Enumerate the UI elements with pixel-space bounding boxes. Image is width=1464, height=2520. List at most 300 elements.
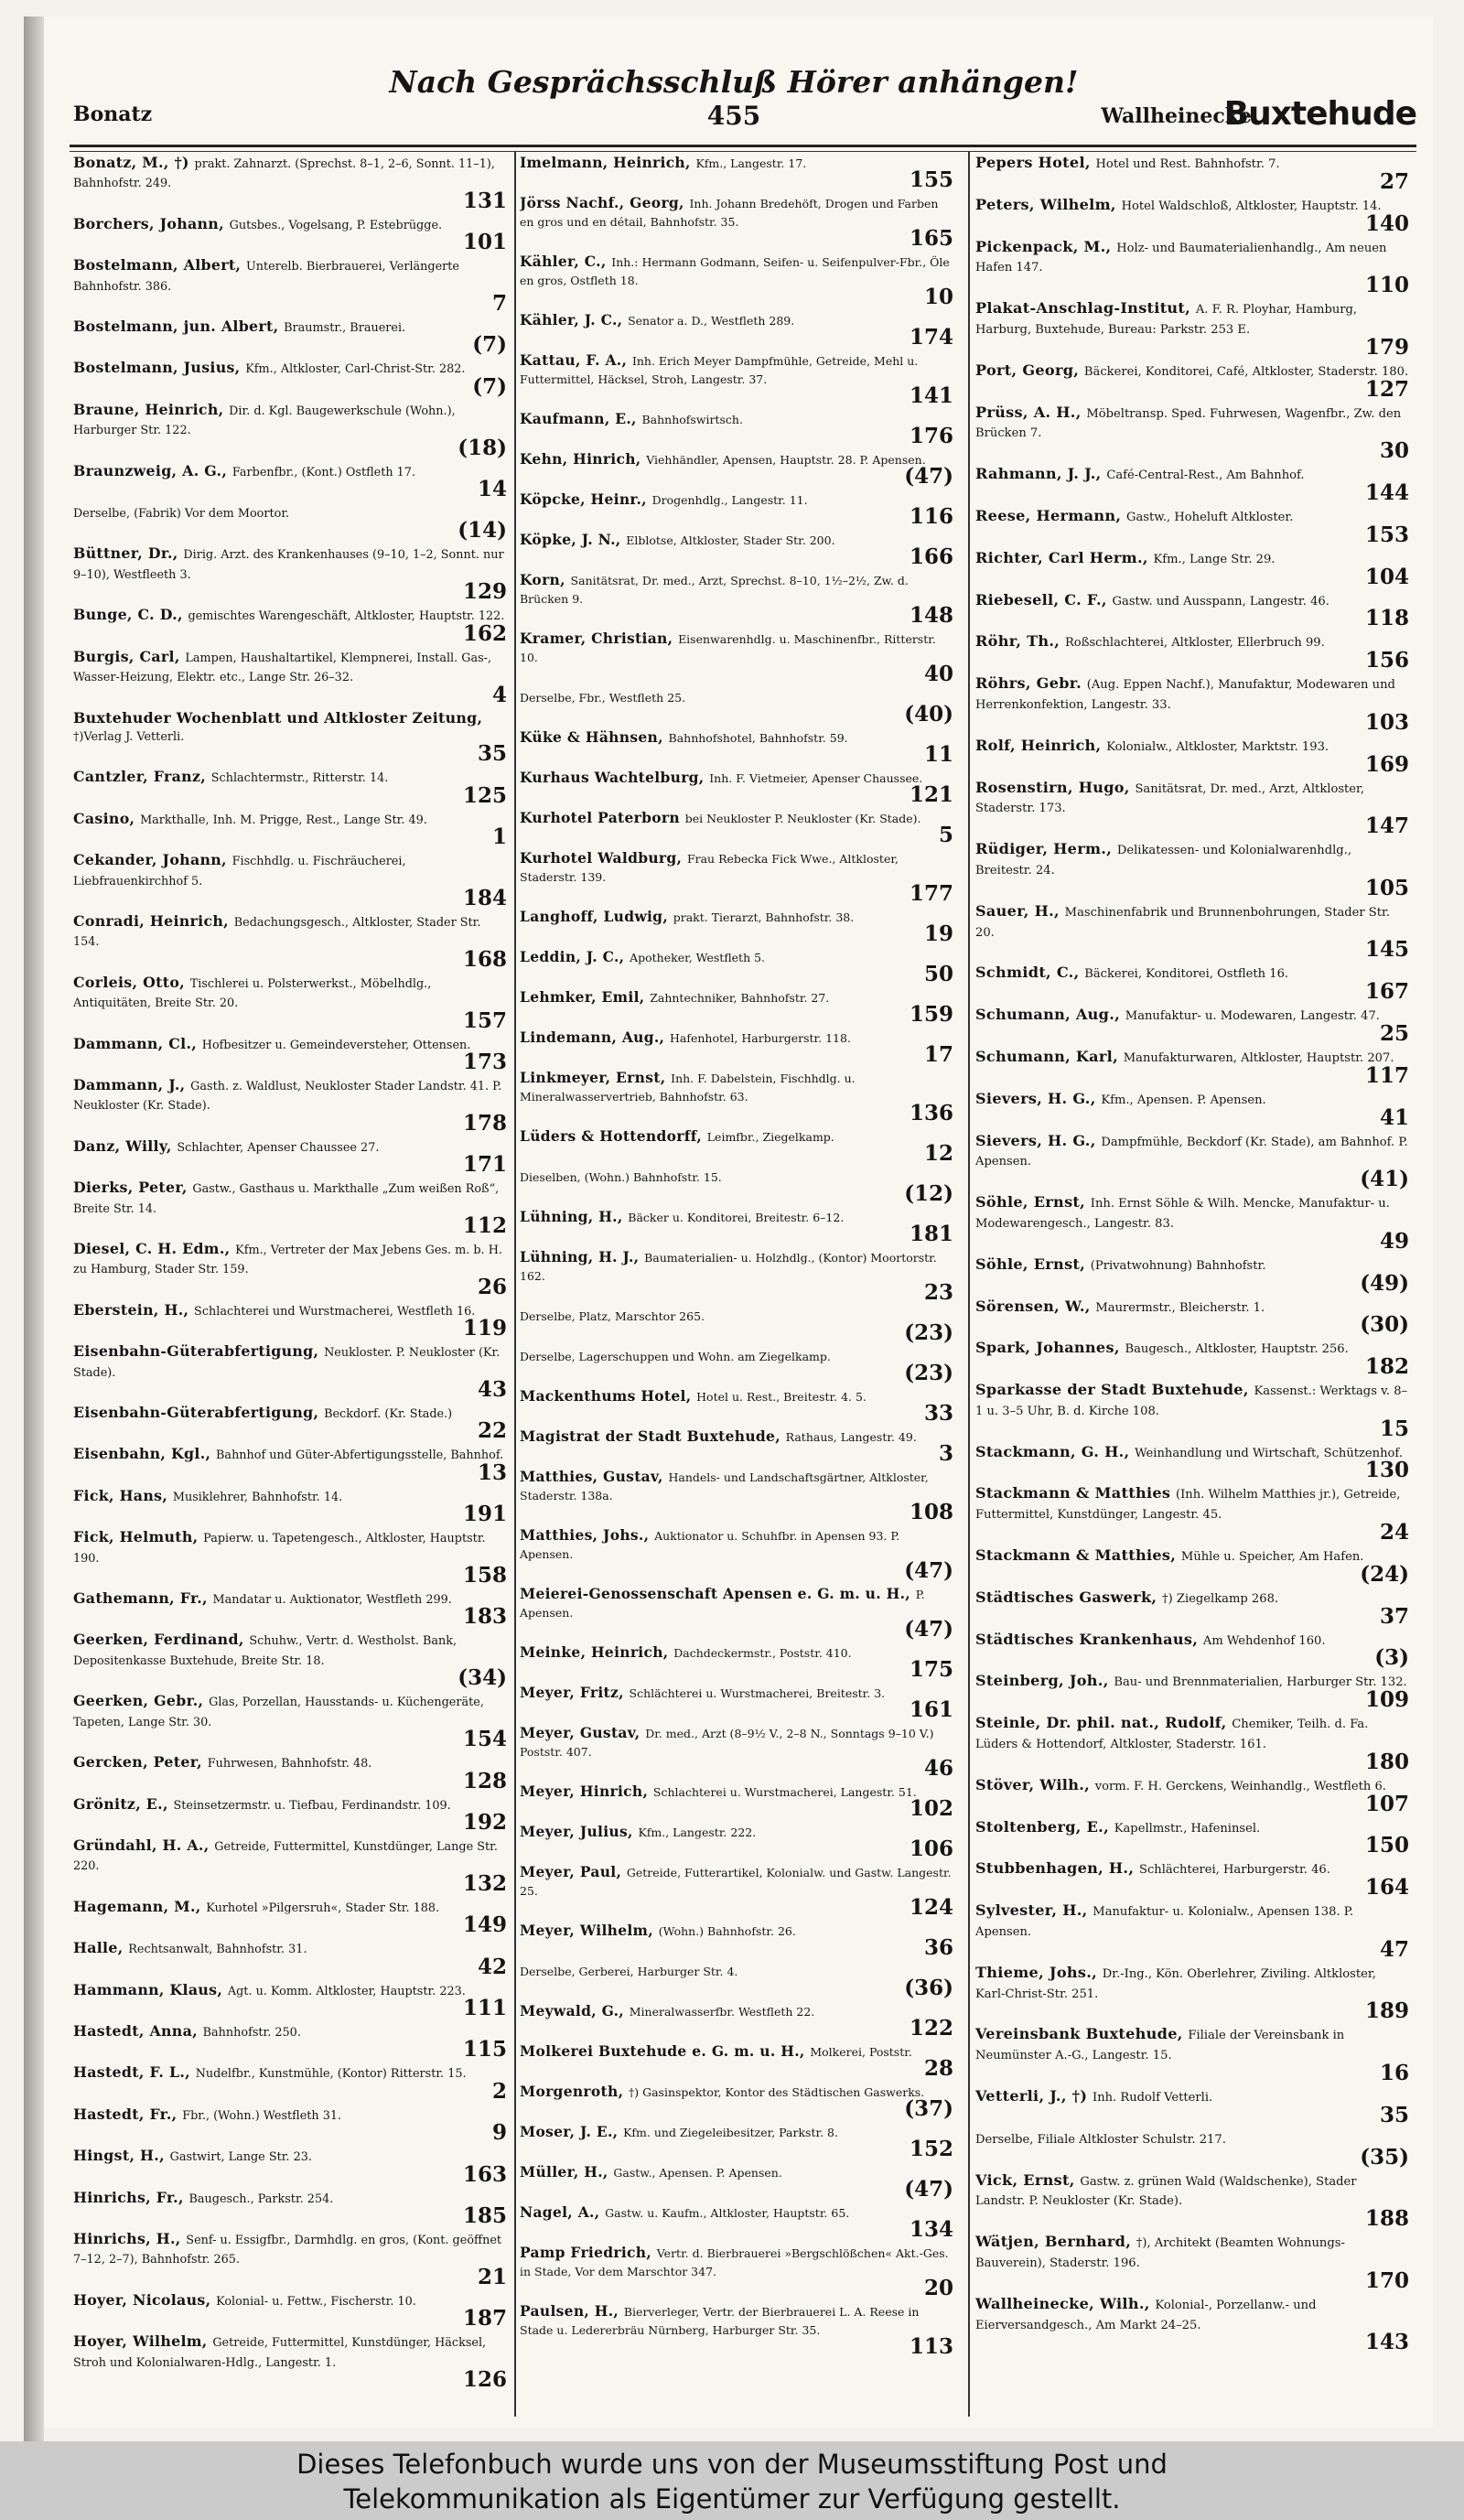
directory-entry (520, 1387, 957, 1424)
directory-entry (73, 1795, 511, 1833)
entry-details: Molkerei, Poststr. (810, 2045, 912, 2059)
phone-number: 154 (462, 1727, 507, 1752)
entry-details: prakt. Zahnarzt. (Sprechst. 8–1, 2–6, Sonnt. 11–1), Bahnhofstr. 249. (73, 157, 495, 191)
entry-name: Borchers, Johann, (73, 214, 224, 232)
entry-name: Buxtehuder Wochenblatt und Altkloster Zeitung, (73, 708, 483, 727)
entry-details: Derselbe, Lagerschuppen und Wohn. am Ziegelkamp. (520, 1350, 831, 1363)
directory-entry (975, 1132, 1413, 1190)
entry-details: Dampfmühle, Beckdorf (Kr. Stade), am Bahnhof. P. Apensen. (975, 1135, 1408, 1169)
directory-entry (520, 253, 957, 307)
entry-name: Braunzweig, A. G., (73, 461, 228, 479)
entry-name: Schumann, Karl, (975, 1047, 1118, 1065)
phone-number: (47) (904, 464, 953, 489)
directory-entry (73, 1035, 511, 1072)
phone-number: 171 (462, 1152, 507, 1178)
phone-number: (40) (904, 702, 953, 727)
entry-details: Kurhotel »Pilgersruh«, Stader Str. 188. (206, 1901, 440, 1915)
phone-number: 109 (1364, 1687, 1409, 1713)
entry-details: Inh. F. Dabelstein, Fischhdlg. u. Mineralwasservertrieb, Bahnhofstr. 63. (520, 1072, 856, 1104)
entry-details: Baumaterialien- u. Holzhdlg., (Kontor) Moortorstr. 162. (520, 1251, 937, 1283)
phone-number: (47) (904, 1558, 953, 1583)
phone-number: 110 (1364, 273, 1409, 298)
directory-entry (520, 2042, 957, 2079)
directory-entry (73, 912, 511, 970)
entry-name: Meinke, Heinrich, (520, 1643, 669, 1661)
entry-details: Sanitätsrat, Dr. med., Arzt, Sprechst. 8–10, 1½–2½, Zw. d. Brücken 9. (520, 574, 909, 606)
phone-number: 112 (462, 1213, 507, 1238)
directory-entry (520, 351, 957, 406)
phone-number: 42 (477, 1954, 507, 1979)
phone-number: (7) (472, 332, 507, 358)
directory-entry (975, 1484, 1413, 1543)
phone-number: 13 (477, 1459, 507, 1485)
entry-details: Dir. d. Kgl. Baugewerkschule (Wohn.), Harburger Str. 122. (73, 404, 456, 438)
phone-number: 36 (923, 1935, 953, 1960)
directory-entry (975, 1631, 1413, 1669)
entry-details: Manufaktur- u. Kolonialw., Apensen 138. P. Apensen. (975, 1905, 1354, 1940)
entry-name: Hagemann, M., (73, 1897, 201, 1915)
entry-details: Möbeltransp. Sped. Fuhrwesen, Wagenfbr., Zw. den Brücken 7. (975, 406, 1402, 441)
directory-entry (73, 1179, 511, 1236)
entry-details: Braumstr., Brauerei. (284, 321, 406, 336)
directory-entry (73, 359, 511, 399)
entry-details: Inh. Erich Meyer Dampfmühle, Getreide, Mehl u. Futtermittel, Häcksel, Stroh, Langestr. 37. (520, 354, 919, 386)
directory-entry (520, 1208, 957, 1244)
directory-entry (975, 2233, 1413, 2291)
header-rule (70, 145, 1416, 147)
directory-entry (520, 1526, 957, 1581)
phone-number: 159 (909, 1002, 953, 1027)
phone-number: 165 (909, 226, 953, 251)
entry-name: Vereinsbank Buxtehude, (975, 2025, 1183, 2043)
phone-number: 152 (909, 2137, 953, 2161)
directory-entry (73, 215, 511, 253)
phone-number: 173 (462, 1049, 507, 1074)
entry-details: †) Ziegelkamp 268. (1162, 1591, 1279, 1606)
phone-number: 33 (923, 1401, 953, 1426)
entry-details: Delikatessen- und Kolonialwarenhdlg., Breitestr. 24. (975, 844, 1351, 878)
entry-details: Senf- u. Essigfbr., Darmhdlg. en gros, (Kont. geöffnet 7–12, 2–7), Bahnhofstr. 265. (73, 2233, 502, 2267)
header-rule-thin (70, 151, 1416, 152)
entry-name: Kehn, Hinrich, (520, 450, 641, 468)
phone-number: 22 (477, 1418, 507, 1444)
phone-number: 168 (462, 946, 507, 972)
phone-number: 155 (909, 167, 953, 192)
entry-details: Derselbe, Platz, Marschtor 265. (520, 1309, 705, 1323)
directory-entry (520, 1127, 957, 1164)
phone-number: 169 (1364, 751, 1409, 777)
directory-entry (520, 1863, 957, 1918)
directory-entry (73, 974, 511, 1031)
phone-number: 14 (477, 477, 507, 502)
phone-number: 41 (1379, 1104, 1409, 1130)
entry-name: Kähler, J. C., (520, 311, 623, 328)
entry-details: Getreide, Futterartikel, Kolonialw. und Gastw. Langestr. 25. (520, 1866, 952, 1898)
phone-number: 192 (462, 1809, 507, 1835)
phone-number: 188 (1364, 2206, 1409, 2232)
directory-entry (975, 2171, 1413, 2230)
entry-name: Langhoff, Ludwig, (520, 908, 669, 925)
phone-number: 116 (909, 504, 953, 529)
entry-name: Molkerei Buxtehude e. G. m. u. H., (520, 2042, 805, 2060)
entry-name: Meyer, Hinrich, (520, 1782, 649, 1800)
phone-number: 126 (462, 2367, 507, 2392)
directory-column-2 (520, 154, 957, 2418)
entry-details: Schlachterei und Wurstmacherei, Westfleth 16. (194, 1304, 476, 1319)
phone-number: 113 (909, 2334, 953, 2359)
directory-entry (73, 1486, 511, 1527)
entry-name: Rüdiger, Herm., (975, 840, 1113, 858)
directory-entry (975, 404, 1413, 462)
phone-number: (23) (904, 1361, 953, 1385)
entry-details: Getreide, Futtermittel, Kunstdünger, Häcksel, Stroh und Kolonialwaren-Hdlg., Langestr. 1. (73, 2336, 487, 2370)
phone-number: 101 (462, 230, 507, 255)
phone-number: 149 (462, 1912, 507, 1938)
entry-details: Frau Rebecka Fick Wwe., Altkloster, Staderstr. 139. (520, 852, 899, 884)
phone-number: (36) (904, 1976, 953, 2000)
phone-number: (47) (904, 1617, 953, 1642)
directory-column-1 (73, 154, 511, 2418)
phone-number: 143 (1364, 2330, 1409, 2355)
phone-number: 147 (1364, 813, 1409, 839)
column-divider (514, 152, 516, 2417)
entry-details: Inh.: Hermann Godmann, Seifen- u. Seifenpulver-Fbr., Öle en gros, Ostfleth 18. (520, 255, 950, 287)
entry-name: Sauer, H., (975, 901, 1060, 920)
entry-details: Inh. Johann Bredehöft, Drogen und Farben en gros und en détail, Bahnhofstr. 35. (520, 197, 939, 229)
directory-entry (975, 840, 1413, 899)
directory-entry (73, 809, 511, 850)
phone-number: 117 (1364, 1062, 1409, 1088)
phone-number: 121 (909, 782, 953, 807)
entry-details: Drogenhdlg., Langestr. 11. (651, 493, 808, 507)
directory-entry (520, 769, 957, 805)
directory-entry (520, 948, 957, 985)
entry-name: Cantzler, Franz, (73, 768, 207, 786)
directory-column-3 (975, 154, 1413, 2418)
entry-name: Nagel, A., (520, 2203, 600, 2221)
entry-details: Kfm., Altkloster, Carl-Christ-Str. 282. (245, 362, 466, 377)
phone-number: 47 (1379, 1936, 1409, 1962)
phone-number: 10 (923, 285, 953, 309)
entry-details: Fbr., (Wohn.) Westfleth 31. (182, 2108, 342, 2123)
directory-entry (975, 507, 1413, 545)
phone-number: 15 (1379, 1416, 1409, 1441)
phone-number: 11 (923, 742, 953, 767)
entry-name: Rolf, Heinrich, (975, 736, 1102, 754)
phone-number: 175 (909, 1657, 953, 1682)
entry-name: Hinrichs, Fr., (73, 2188, 184, 2206)
entry-details: Mineralwasserfbr. Westfleth 22. (629, 2005, 815, 2019)
phone-number: 24 (1379, 1520, 1409, 1545)
phone-number: 153 (1364, 522, 1409, 547)
directory-entry (520, 1724, 957, 1779)
entry-name: Lehmker, Emil, (520, 988, 645, 1006)
entry-name: Rahmann, J. J., (975, 465, 1102, 483)
entry-details: Schlachter, Apenser Chaussee 27. (177, 1140, 380, 1155)
directory-entry (73, 318, 511, 358)
entry-details: Inh. F. Vietmeier, Apenser Chaussee. (709, 771, 923, 785)
entry-details: Rathaus, Langestr. 49. (785, 1430, 917, 1444)
entry-name: Mackenthums Hotel, (520, 1387, 692, 1405)
entry-name: Pepers Hotel, (975, 154, 1091, 171)
phone-number: (24) (1360, 1561, 1409, 1587)
entry-details: gemischtes Warengeschäft, Altkloster, Hauptstr. 122. (188, 609, 505, 624)
directory-entry (73, 1692, 511, 1750)
phone-number: 134 (909, 2217, 953, 2242)
entry-name: Jörss Nachf., Georg, (520, 194, 684, 211)
directory-entry (73, 154, 511, 211)
entry-details: Zahntechniker, Bahnhofstr. 27. (650, 991, 830, 1005)
entry-details: Inh. Ernst Söhle & Wilh. Mencke, Manufaktur- u. Modewarengesch., Langestr. 83. (975, 1197, 1390, 1231)
phone-number: 5 (938, 823, 953, 847)
entry-name: Städtisches Krankenhaus, (975, 1630, 1199, 1648)
directory-entry (73, 503, 511, 544)
entry-details: Gutsbes., Vogelsang, P. Estebrügge. (229, 218, 443, 232)
entry-name: Morgenroth, (520, 2083, 624, 2100)
entry-details: Bahnhofswirtsch. (641, 413, 743, 426)
directory-entry (975, 1546, 1413, 1585)
directory-entry (520, 531, 957, 567)
phone-number: 46 (923, 1756, 953, 1781)
phonebook-page (24, 16, 1433, 2428)
directory-entry (975, 964, 1413, 1005)
entry-details: Am Wehdenhof 160. (1202, 1633, 1326, 1648)
header-last-entry: Wallheinecke (1101, 104, 1252, 128)
entry-details: Elblotse, Altkloster, Stader Str. 200. (626, 533, 835, 547)
entry-details: Hotel u. Rest., Breitestr. 4. 5. (696, 1390, 867, 1404)
entry-details: (Inh. Wilhelm Matthies jr.), Getreide, Futtermittel, Kunstdünger, Langestr. 45. (975, 1488, 1401, 1523)
entry-name: Bonatz, M., †) (73, 154, 189, 171)
entry-name: Kramer, Christian, (520, 630, 673, 647)
entry-name: Gründahl, H. A., (73, 1836, 210, 1854)
phone-number: 140 (1364, 210, 1409, 236)
entry-details: Bierverleger, Vertr. der Bierbrauerei L. A. Reese in Stade u. Ledererbräu Nürnberg, Harburger Str. 35. (520, 2305, 920, 2337)
phone-number: 25 (1379, 1020, 1409, 1046)
phone-number: 191 (462, 1502, 507, 1527)
entry-details: Schuhw., Vertr. d. Westholst. Bank, Depositenkasse Buxtehude, Breite Str. 18. (73, 1634, 458, 1668)
phone-number: 104 (1364, 564, 1409, 589)
entry-details: Filiale der Vereinsbank in Neumünster A.-G., Langestr. 15. (975, 2029, 1345, 2063)
phone-number: 35 (477, 741, 507, 767)
entry-name: Dammann, Cl., (73, 1034, 198, 1052)
directory-entry (975, 2087, 1413, 2126)
entry-details: Bäcker u. Konditorei, Breitestr. 6–12. (628, 1211, 845, 1224)
entry-details: Mandatar u. Auktionator, Westfleth 299. (212, 1593, 452, 1608)
entry-name: Fick, Hans, (73, 1486, 168, 1504)
entry-name: Eisenbahn-Güterabfertigung, (73, 1342, 319, 1361)
directory-entry (975, 196, 1413, 234)
entry-details: Tischlerei u. Polsterwerkst., Möbelhdlg., Antiquitäten, Breite Str. 20. (73, 976, 432, 1011)
entry-details: Schlachtermstr., Ritterstr. 14. (210, 771, 389, 786)
footer-line-2: Telekommunikation als Eigentümer zur Verfügung gestellt. (343, 2483, 1121, 2515)
entry-name: Dammann, J., (73, 1075, 186, 1093)
directory-entry (520, 988, 957, 1025)
entry-details: Bau- und Brennmaterialien, Harburger Str. 132. (1114, 1675, 1407, 1690)
entry-details: Bahnhof und Güter-Abfertigungsstelle, Bahnhof. (216, 1448, 504, 1463)
entry-name: Kurhotel Paterborn (520, 809, 680, 826)
entry-details: Manufaktur- u. Modewaren, Langestr. 47. (1125, 1009, 1380, 1024)
directory-entry (520, 2163, 957, 2200)
entry-name: Burgis, Carl, (73, 647, 180, 665)
entry-name: Moser, J. E., (520, 2123, 619, 2140)
directory-entry (73, 709, 511, 765)
directory-entry (520, 2083, 957, 2119)
entry-details: Schlächterei, Harburgerstr. 46. (1138, 1863, 1330, 1878)
entry-details: Kolonialw., Altkloster, Marktstr. 193. (1106, 739, 1329, 754)
entry-details: Chemiker, Teilh. d. Fa. Lüders & Hottendorf, Altkloster, Staderstr. 161. (975, 1718, 1369, 1752)
phone-number: 119 (462, 1316, 507, 1341)
phone-number: 163 (462, 2161, 507, 2187)
directory-entry (520, 1069, 957, 1124)
directory-entry (520, 1168, 957, 1204)
entry-details: Senator a. D., Westfleth 289. (628, 314, 795, 328)
entry-name: Hastedt, Anna, (73, 2021, 198, 2040)
phone-number: 3 (938, 1441, 953, 1466)
phone-number: 21 (477, 2264, 507, 2289)
directory-entry (73, 1301, 511, 1339)
phone-number: 170 (1364, 2267, 1409, 2293)
directory-entry (73, 1076, 511, 1134)
phone-number: (23) (904, 1320, 953, 1345)
phone-number: 132 (462, 1870, 507, 1896)
entry-name: Hinrichs, H., (73, 2229, 181, 2247)
entry-name: Söhle, Ernst, (975, 1193, 1086, 1212)
entry-details: Weinhandlung und Wirtschaft, Schützenhof. (1135, 1446, 1403, 1460)
phone-number: 174 (909, 325, 953, 350)
directory-entry (520, 311, 957, 348)
entry-name: Diesel, C. H. Edm., (73, 1240, 231, 1257)
phone-number: 49 (1379, 1228, 1409, 1254)
directory-entry (520, 410, 957, 447)
entry-name: Büttner, Dr., (73, 544, 178, 563)
entry-name: Stackmann & Matthies (975, 1484, 1171, 1502)
phone-number: 16 (1379, 2061, 1409, 2086)
entry-details: Kfm., Langestr. 17. (695, 156, 807, 170)
entry-details: Manufakturwaren, Altkloster, Hauptstr. 207. (1123, 1050, 1394, 1065)
entry-name: Corleis, Otto, (73, 973, 185, 991)
entry-name: Eisenbahn, Kgl., (73, 1445, 211, 1463)
directory-entry (975, 1964, 1413, 2022)
directory-entry (975, 1298, 1413, 1336)
entry-name: Spark, Johannes, (975, 1339, 1120, 1357)
entry-name: Cekander, Johann, (73, 851, 227, 869)
phone-number: 162 (462, 620, 507, 646)
entry-name: Meywald, G., (520, 2002, 625, 2019)
phone-number: 9 (491, 2120, 507, 2146)
entry-details: Gastw. z. grünen Wald (Waldschenke), Stader Landstr. P. Neukloster (Kr. Stade). (975, 2174, 1357, 2209)
directory-entry (73, 1836, 511, 1894)
phone-number: 178 (462, 1110, 507, 1136)
entry-details: Neukloster. P. Neukloster (Kr. Stade). (73, 1346, 501, 1380)
entry-name: Bostelmann, Jusius, (73, 359, 241, 377)
entry-name: Küke & Hähnsen, (520, 728, 663, 746)
entry-details: Steinsetzermstr. u. Tiefbau, Ferdinandstr. 109. (173, 1798, 451, 1813)
phone-number: 130 (1364, 1458, 1409, 1483)
entry-name: Matthies, Gustav, (520, 1468, 663, 1485)
phone-number: (18) (458, 435, 507, 460)
phone-number: 158 (462, 1563, 507, 1588)
entry-details: Kolonial-, Porzellanw.- und Eierversandgesch., Am Markt 24–25. (975, 2298, 1317, 2332)
phone-number: 27 (1379, 168, 1409, 194)
phone-number: 157 (462, 1007, 507, 1033)
phone-number: (35) (1360, 2144, 1409, 2170)
entry-name: Schmidt, C., (975, 964, 1080, 982)
entry-name: Gathemann, Fr., (73, 1589, 208, 1608)
entry-name: Bunge, C. D., (73, 606, 183, 624)
entry-details: Viehhändler, Apensen, Hauptstr. 28. P. Apensen. (646, 453, 926, 467)
directory-entry (975, 1048, 1413, 1086)
phone-number: 145 (1364, 937, 1409, 963)
phone-number: 183 (462, 1604, 507, 1630)
phone-number: 111 (462, 1995, 507, 2020)
entry-details: Leimfbr., Ziegelkamp. (706, 1130, 834, 1144)
phone-number: (14) (458, 518, 507, 544)
directory-entry (73, 2189, 511, 2226)
entry-details: (Wohn.) Bahnhofstr. 26. (658, 1924, 796, 1938)
entry-name: Stoltenberg, E., (975, 1817, 1109, 1836)
phone-number: 166 (909, 544, 953, 569)
entry-details: Gastw., Gasthaus u. Markthalle „Zum weißen Roß“, Breite Str. 14. (73, 1182, 500, 1216)
entry-name: Casino, (73, 809, 135, 827)
directory-entry (520, 450, 957, 487)
entry-details: Bäckerei, Konditorei, Café, Altkloster, Staderstr. 180. (1083, 364, 1409, 379)
entry-name: Leddin, J. C., (520, 948, 625, 965)
phone-number: (41) (1360, 1167, 1409, 1192)
entry-name: Hoyer, Wilhelm, (73, 2332, 208, 2351)
directory-entry (73, 401, 511, 458)
directory-entry (73, 2332, 511, 2390)
directory-entry (520, 2244, 957, 2299)
entry-details: Unterelb. Bierbrauerei, Verlängerte Bahnhofstr. 386. (73, 260, 459, 294)
entry-name: Reese, Hermann, (975, 506, 1122, 524)
entry-name: Dierks, Peter, (73, 1179, 188, 1197)
entry-details: Dachdeckermstr., Poststr. 410. (673, 1646, 852, 1660)
phone-number: 161 (909, 1697, 953, 1722)
directory-entry (975, 1776, 1413, 1815)
phone-number: 180 (1364, 1749, 1409, 1774)
phone-number: (7) (472, 373, 507, 399)
directory-entry (73, 1939, 511, 1979)
entry-name: Stackmann & Matthies, (975, 1546, 1177, 1565)
entry-details: †)Verlag J. Vetterli. (73, 729, 185, 744)
directory-entry (73, 2147, 511, 2187)
directory-entry (975, 549, 1413, 587)
directory-entry (73, 606, 511, 646)
entry-details: Hafenhotel, Harburgerstr. 118. (670, 1031, 851, 1045)
entry-details: Auktionator u. Schuhfbr. in Apensen 93. P. Apensen. (520, 1529, 900, 1561)
phone-number: (47) (904, 2177, 953, 2202)
entry-details: Café-Central-Rest., Am Bahnhof. (1106, 468, 1305, 483)
entry-details: Bedachungsgesch., Altkloster, Stader Str. 154. (73, 915, 481, 950)
entry-name: Gercken, Peter, (73, 1753, 202, 1772)
entry-name: Städtisches Gaswerk, (975, 1588, 1157, 1606)
entry-details: Derselbe, (Fabrik) Vor dem Moortor. (73, 507, 290, 522)
entry-name: Müller, H., (520, 2163, 608, 2181)
entry-name: Port, Georg, (975, 361, 1080, 379)
phone-number: 19 (923, 921, 953, 946)
entry-details: Bäckerei, Konditorei, Ostfleth 16. (1084, 967, 1289, 982)
entry-name: Matthies, Johs., (520, 1526, 650, 1544)
entry-details: (Privatwohnung) Bahnhofstr. (1090, 1258, 1266, 1273)
phone-number: 1 (491, 824, 507, 850)
phone-number: 131 (462, 188, 507, 213)
entry-name: Hastedt, Fr., (73, 2105, 178, 2123)
directory-entry (975, 1090, 1413, 1128)
entry-name: Söhle, Ernst, (975, 1255, 1086, 1273)
directory-entry (520, 1347, 957, 1384)
entry-name: Korn, (520, 571, 565, 588)
phone-number: 35 (1379, 2102, 1409, 2127)
